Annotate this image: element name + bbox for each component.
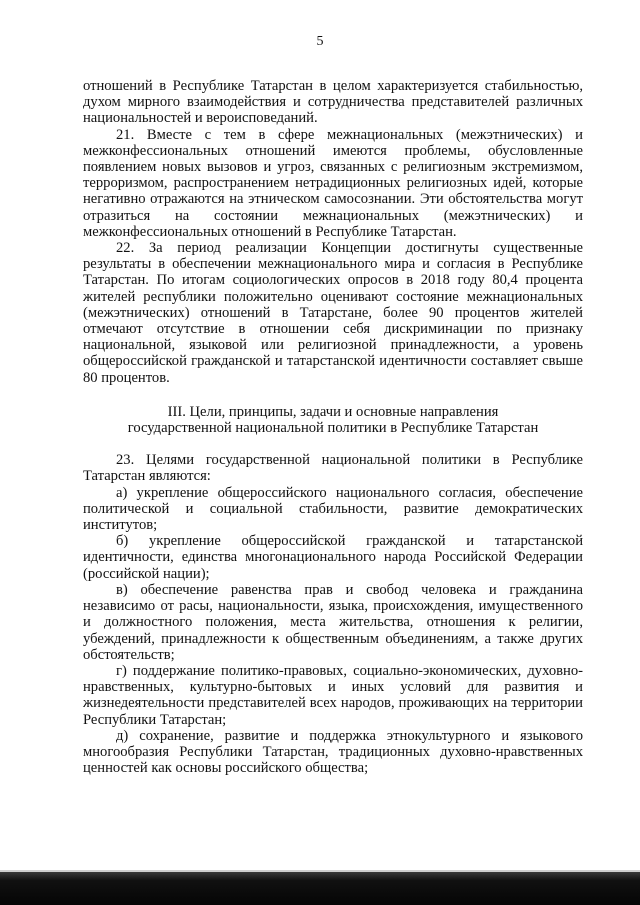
list-item-g: г) поддержание политико-правовых, социально-экономических, духовно-нравственных, культурно-бытовых и иных условий для развития и жизнедеятельности представителей всех народов, проживающих на территории Республики Татарстан;	[83, 662, 583, 728]
scan-bottom-edge	[0, 872, 640, 905]
section-heading-line-2: государственной национальной политики в Республике Татарстан	[127, 420, 539, 437]
document-body	[83, 78, 583, 776]
paragraph-21: 21. Вместе с тем в сфере межнациональных (межэтнических) и межконфессиональных отношений имеются проблемы, обусловленные появлением новых вызовов и угроз, связанных с религиозным экстремизмом, терроризмом, распространением нетрадиционных религиозных идей, которые негативно отражаются на этническом самосознании. Эти обстоятельства могут отразиться на состоянии межнациональных (межэтнических) и межконфессиональных отношений в Республике Татарстан.	[83, 126, 583, 240]
paragraph-22: 22. За период реализации Концепции достигнуты существенные результаты в обеспечении межнационального мира и согласия в Республике Татарстан. По итогам социологических опросов в 2018 году 80,4 процента жителей республики положительно оценивают состояние межнациональных (межэтнических) отношений в Татарстане, более 90 процентов жителей отмечают отсутствие в отношении себя дискриминации по признаку национальной, языковой или религиозной принадлежности, а уровень общероссийской гражданской и татарстанской идентичности составляет свыше 80 процентов.	[83, 240, 583, 386]
paragraph-continuation: отношений в Республике Татарстан в целом характеризуется стабильностью, духом мирного взаимодействия и сотрудничества представителей различных национальностей и вероисповеданий.	[83, 78, 583, 127]
list-item-a: а) укрепление общероссийского национального согласия, обеспечение политической и социальной стабильности, развитие демократических институтов;	[83, 484, 583, 534]
scan-bottom-edge-highlight	[0, 870, 640, 872]
list-item-d: д) сохранение, развитие и поддержка этнокультурного и языкового многообразия Республики Татарстан, традиционных духовно-нравственных ценностей как основы российского общества;	[83, 727, 583, 777]
paragraph-23: 23. Целями государственной национальной политики в Республике Татарстан являются:	[83, 452, 583, 485]
section-heading	[83, 404, 583, 436]
list-item-v: в) обеспечение равенства прав и свобод человека и гражданина независимо от расы, национальности, языка, происхождения, имущественного и должностного положения, места жительства, отношения к религии, убеждений, принадлежности к общественным объединениям, а также других обстоятельств;	[83, 581, 583, 663]
list-item-b: б) укрепление общероссийской гражданской и татарстанской идентичности, единства многонационального народа Российской Федерации (российской нации);	[83, 533, 583, 582]
section-heading-line-1: III. Цели, принципы, задачи и основные направления	[167, 403, 499, 420]
page-number: 5	[316, 34, 324, 49]
